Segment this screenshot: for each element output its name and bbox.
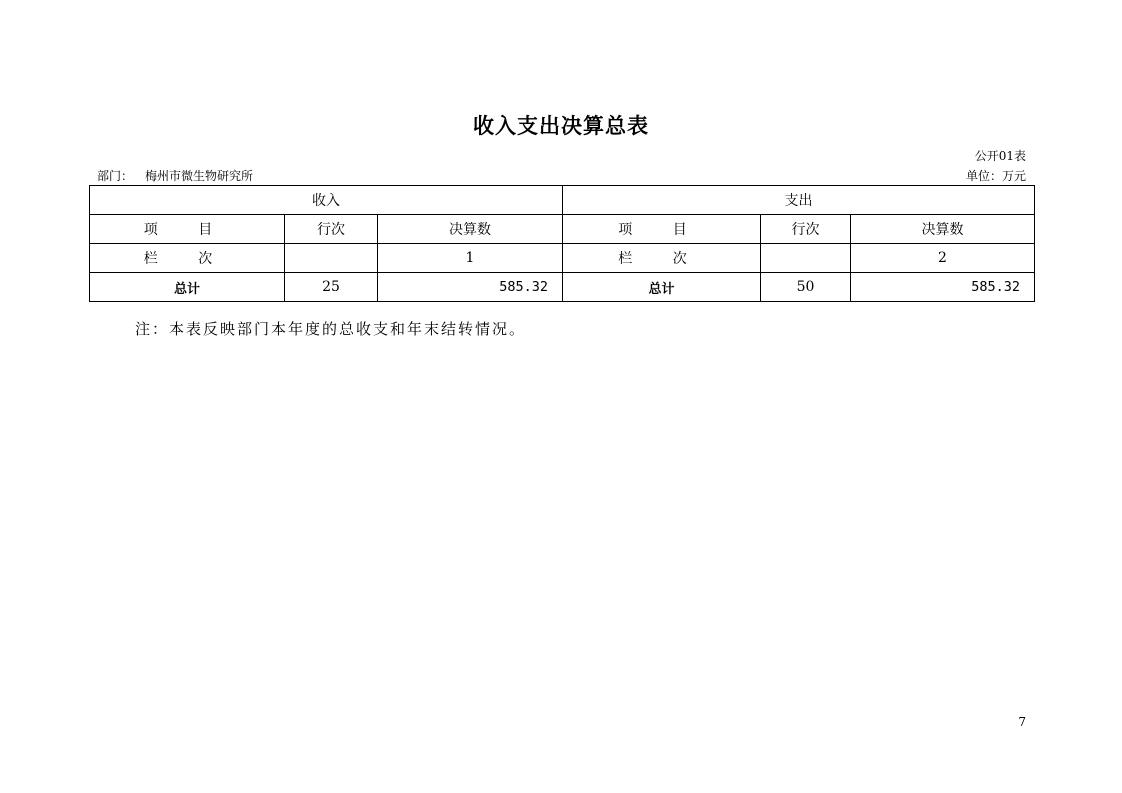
department-line [97, 167, 253, 184]
expense-item-header: 项 目 [563, 215, 761, 244]
income-amount-header: 决算数 [378, 215, 563, 244]
expense-line-header: 行次 [761, 215, 851, 244]
expense-group-header: 支出 [563, 186, 1035, 215]
total-row [90, 273, 1035, 302]
income-expense-summary-table [89, 185, 1035, 302]
income-column-index-blank [285, 244, 378, 273]
form-number: 公开01表 [974, 149, 1026, 163]
page-title: 收入支出决算总表 [473, 114, 649, 138]
income-item-header: 项 目 [90, 215, 285, 244]
expense-column-index-blank [761, 244, 851, 273]
table-note: 注：本表反映部门本年度的总收支和年末结转情况。 [135, 320, 527, 338]
expense-total-amount: 585.32 [851, 273, 1035, 302]
expense-amount-header: 决算数 [851, 215, 1035, 244]
income-total-line: 25 [285, 273, 378, 302]
page-number: 7 [1018, 715, 1026, 729]
group-header-row [90, 186, 1035, 215]
column-header-row [90, 215, 1035, 244]
expense-column-index-label: 栏 次 [563, 244, 761, 273]
income-line-header: 行次 [285, 215, 378, 244]
department-label: 部门： [97, 169, 134, 183]
unit-label: 单位：万元 [965, 169, 1026, 183]
income-total-label: 总计 [90, 273, 285, 302]
income-group-header: 收入 [90, 186, 563, 215]
column-index-row [90, 244, 1035, 273]
income-column-index-label: 栏 次 [90, 244, 285, 273]
expense-column-index: 2 [851, 244, 1035, 273]
income-column-index: 1 [378, 244, 563, 273]
department-name: 梅州市微生物研究所 [145, 169, 254, 183]
expense-total-line: 50 [761, 273, 851, 302]
expense-total-label: 总计 [563, 273, 761, 302]
income-total-amount: 585.32 [378, 273, 563, 302]
